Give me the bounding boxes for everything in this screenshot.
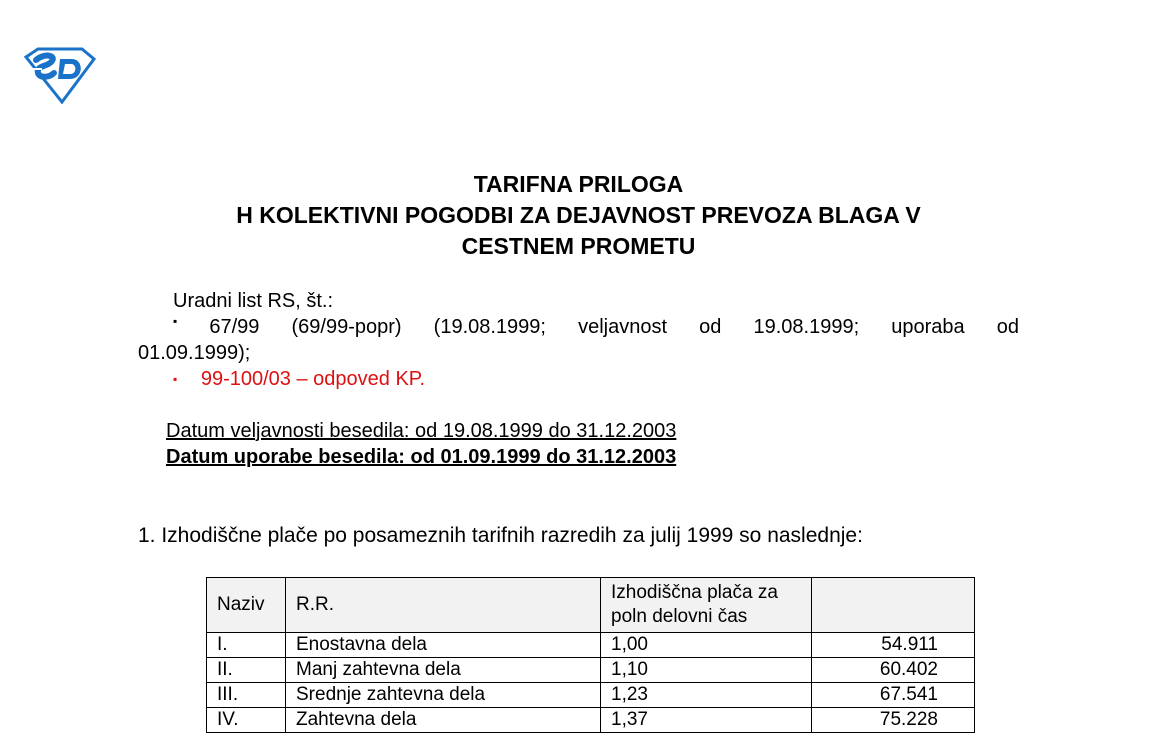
cell-amount: 75.228 bbox=[812, 708, 975, 733]
entry-text: 99-100/03 – odpoved KP. bbox=[200, 368, 426, 390]
cell-naziv: I. bbox=[207, 633, 286, 658]
salary-table bbox=[206, 577, 975, 733]
cell-coefficient: 1,37 bbox=[601, 708, 812, 733]
cell-coefficient: 1,23 bbox=[601, 683, 812, 708]
table-header-row bbox=[207, 578, 975, 633]
cell-rr: Srednje zahtevna dela bbox=[286, 683, 601, 708]
validity-date: Datum veljavnosti besedila: od 19.08.1999 do 31.12.2003 bbox=[166, 420, 677, 442]
table-row bbox=[207, 708, 975, 733]
table-row bbox=[207, 633, 975, 658]
entry-word: (69/99-popr) bbox=[291, 316, 402, 338]
bullet-icon: ▪ bbox=[173, 314, 178, 328]
cell-coefficient: 1,10 bbox=[601, 658, 812, 683]
cell-naziv: IV. bbox=[207, 708, 286, 733]
entry-word: uporaba bbox=[891, 316, 965, 338]
title-line-1: TARIFNA PRILOGA bbox=[473, 171, 684, 197]
document-title bbox=[0, 169, 1157, 262]
header-rr: R.R. bbox=[286, 578, 601, 633]
entry-word: 19.08.1999; bbox=[753, 316, 860, 338]
cell-rr: Enostavna dela bbox=[286, 633, 601, 658]
entry-word: od bbox=[699, 316, 722, 338]
header-amount bbox=[812, 578, 975, 633]
header-naziv: Naziv bbox=[207, 578, 286, 633]
cell-rr: Manj zahtevna dela bbox=[286, 658, 601, 683]
cell-amount: 60.402 bbox=[812, 658, 975, 683]
title-line-3: CESTNEM PROMETU bbox=[461, 233, 696, 259]
cell-amount: 67.541 bbox=[812, 683, 975, 708]
entry-word: 67/99 bbox=[209, 316, 260, 338]
section-1-heading: 1. Izhodiščne plače po posameznih tarifnih razredih za julij 1999 so naslednje: bbox=[138, 524, 863, 547]
table-row bbox=[207, 683, 975, 708]
cell-coefficient: 1,00 bbox=[601, 633, 812, 658]
cell-rr: Zahtevna dela bbox=[286, 708, 601, 733]
entry-word: (19.08.1999; bbox=[433, 316, 546, 338]
gazette-entry-1 bbox=[173, 316, 1019, 339]
table-row bbox=[207, 658, 975, 683]
company-logo-icon bbox=[22, 47, 96, 104]
title-line-2: H KOLEKTIVNI POGODBI ZA DEJAVNOST PREVOZA BLAGA V bbox=[236, 202, 921, 228]
application-date: Datum uporabe besedila: od 01.09.1999 do 31.12.2003 bbox=[166, 446, 677, 468]
bullet-icon: ▪ bbox=[173, 372, 178, 386]
cell-naziv: II. bbox=[207, 658, 286, 683]
cell-naziv: III. bbox=[207, 683, 286, 708]
entry-word: veljavnost bbox=[578, 316, 668, 338]
cell-amount: 54.911 bbox=[812, 633, 975, 658]
gazette-entry-2 bbox=[173, 368, 425, 391]
entry-word: od bbox=[996, 316, 1019, 338]
header-base-pay: Izhodiščna plača za poln delovni čas bbox=[601, 578, 812, 633]
gazette-label: Uradni list RS, št.: bbox=[173, 290, 334, 312]
gazette-entry-1-continuation: 01.09.1999); bbox=[138, 342, 251, 364]
